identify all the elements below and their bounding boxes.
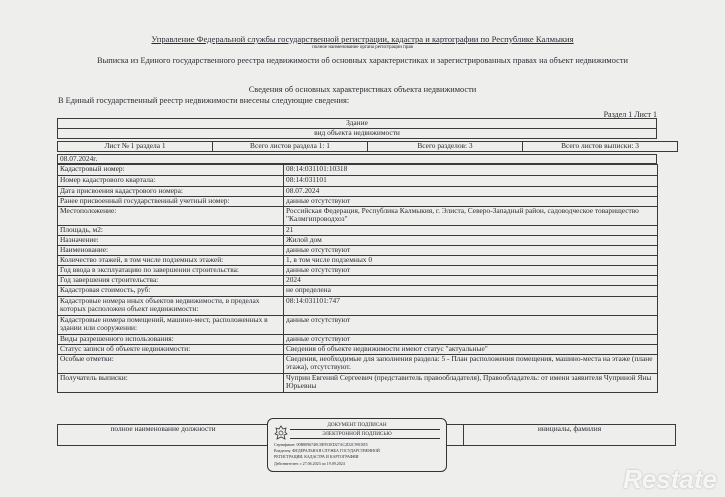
row-label: Кадастровые номера помещений, машино-мест, расположенных в здании или сооружении: — [58, 316, 284, 335]
characteristics-table — [57, 164, 658, 393]
row-label: Кадастровые номера иных объектов недвижимости, в пределах которых расположен объект недвижимости: — [58, 297, 284, 316]
sheet-info-row — [57, 141, 678, 152]
row-value: 08.07.2024 — [284, 187, 658, 197]
row-label: Площадь, м2: — [58, 226, 284, 236]
row-value: данные отсутствуют — [284, 316, 658, 335]
row-value: Сведения, необходимые для заполнения раздела: 5 - План расположения помещения, машино-места на этаже (плане этажа), отсутствуют. — [284, 355, 658, 374]
row-label: Год завершения строительства: — [58, 276, 284, 286]
row-value: не определена — [284, 286, 658, 297]
total-sheets-extract: Всего листов выписки: 3 — [523, 142, 678, 152]
sheet-number: Лист № 1 раздела 1 — [58, 142, 213, 152]
table-row — [58, 316, 658, 335]
table-row — [58, 355, 658, 374]
stamp-owner-1: Владелец: ФЕДЕРАЛЬНАЯ СЛУЖБА ГОСУДАРСТВЕННОЙ — [274, 448, 380, 453]
row-label: Дата присвоения кадастрового номера: — [58, 187, 284, 197]
authority-name: Управление Федеральной службы государственной регистрации, кадастра и картографии по Республике Калмыкия — [151, 34, 574, 44]
row-label: Ранее присвоенный государственный учетный номер: — [58, 197, 284, 207]
table-row — [58, 297, 658, 316]
row-value: 08:14:031101:10318 — [284, 165, 658, 176]
table-row — [58, 197, 658, 207]
row-label: Номер кадастрового квартала: — [58, 176, 284, 187]
position-caption: полное наименование должности — [58, 425, 269, 446]
row-value: Чуприн Евгений Сергеевич (представитель правообладателя), Правообладатель: от имени заявителя Чуприной Яны Юрьевны — [284, 374, 658, 393]
date-row — [57, 154, 657, 164]
section-title: Сведения об основных характеристиках объекта недвижимости — [248, 85, 477, 94]
object-kind: Здание — [58, 119, 657, 129]
table-row — [58, 335, 658, 345]
row-label: Виды разрешенного использования: — [58, 335, 284, 345]
extract-title: Выписка из Единого государственного реестра недвижимости об основных характеристиках и зарегистрированных правах на объект недвижимости — [97, 56, 628, 65]
table-row — [58, 165, 658, 176]
row-value: данные отсутствуют — [284, 197, 658, 207]
row-label: Кадастровый номер: — [58, 165, 284, 176]
object-kind-caption: вид объекта недвижимости — [58, 129, 657, 139]
row-label: Год ввода в эксплуатацию по завершении строительства: — [58, 266, 284, 276]
row-value: данные отсутствуют — [284, 266, 658, 276]
intro-text: В Единый государственный реестр недвижимости внесены следующие сведения: — [58, 96, 350, 105]
table-row — [58, 226, 658, 236]
table-row — [58, 176, 658, 187]
total-sheets-section: Всего листов раздела 1: 1 — [213, 142, 368, 152]
initials-caption: инициалы, фамилия — [464, 425, 676, 446]
table-row — [58, 345, 658, 355]
e-signature-stamp — [267, 418, 447, 472]
stamp-divider — [290, 438, 440, 439]
stamp-line-2: ЭЛЕКТРОННОЙ ПОДПИСЬЮ — [322, 431, 392, 437]
row-label: Наименование: — [58, 246, 284, 256]
row-label: Количество этажей, в том числе подземных этажей: — [58, 256, 284, 266]
stamp-divider — [290, 429, 440, 430]
table-row — [58, 374, 658, 393]
table-row — [58, 207, 658, 226]
extract-date: 08.07.2024г. — [58, 155, 657, 164]
row-value: 08:14:031101:747 — [284, 297, 658, 316]
row-label: Назначение: — [58, 236, 284, 246]
stamp-validity: Действителен: с 27.06.2023 по 19.09.2024 — [274, 461, 345, 466]
table-row — [58, 276, 658, 286]
object-kind-box — [57, 118, 657, 139]
stamp-owner-2: РЕГИСТРАЦИИ, КАДАСТРА И КАРТОГРАФИИ — [274, 454, 359, 459]
row-value: 21 — [284, 226, 658, 236]
row-label: Статус записи об объекте недвижимости: — [58, 345, 284, 355]
row-value: Жилой дом — [284, 236, 658, 246]
watermark-logo: Restate — [623, 464, 717, 494]
row-value: 2024 — [284, 276, 658, 286]
row-value: Сведения об объекте недвижимости имеют статус "актуальные" — [284, 345, 658, 355]
table-row — [58, 236, 658, 246]
row-label: Получатель выписки: — [58, 374, 284, 393]
table-row — [58, 266, 658, 276]
row-label: Местоположение: — [58, 207, 284, 226]
page-count: Раздел 1 Лист 1 — [603, 110, 657, 119]
stamp-line-1: ДОКУМЕНТ ПОДПИСАН — [327, 422, 387, 428]
stamp-certificate: Сертификат: 00B8096740C0E953ED27AC2D2C99C8E5 — [274, 442, 368, 447]
authority-caption: полное наименование органа регистрации прав — [312, 45, 413, 50]
total-sections: Всего разделов: 3 — [368, 142, 523, 152]
row-value: 1, в том числе подземных 0 — [284, 256, 658, 266]
row-value: данные отсутствуют — [284, 335, 658, 345]
row-label: Особые отметки: — [58, 355, 284, 374]
row-label: Кадастровая стоимость, руб: — [58, 286, 284, 297]
row-value: 08:14:031101 — [284, 176, 658, 187]
table-row — [58, 286, 658, 297]
row-value: Российская Федерация, Республика Калмыкия, г. Элиста, Северо-Западный район, садоводческое товарищество "Калмгипроводхоз" — [284, 207, 658, 226]
table-row — [58, 246, 658, 256]
row-value: данные отсутствуют — [284, 246, 658, 256]
table-row — [58, 187, 658, 197]
table-row — [58, 256, 658, 266]
